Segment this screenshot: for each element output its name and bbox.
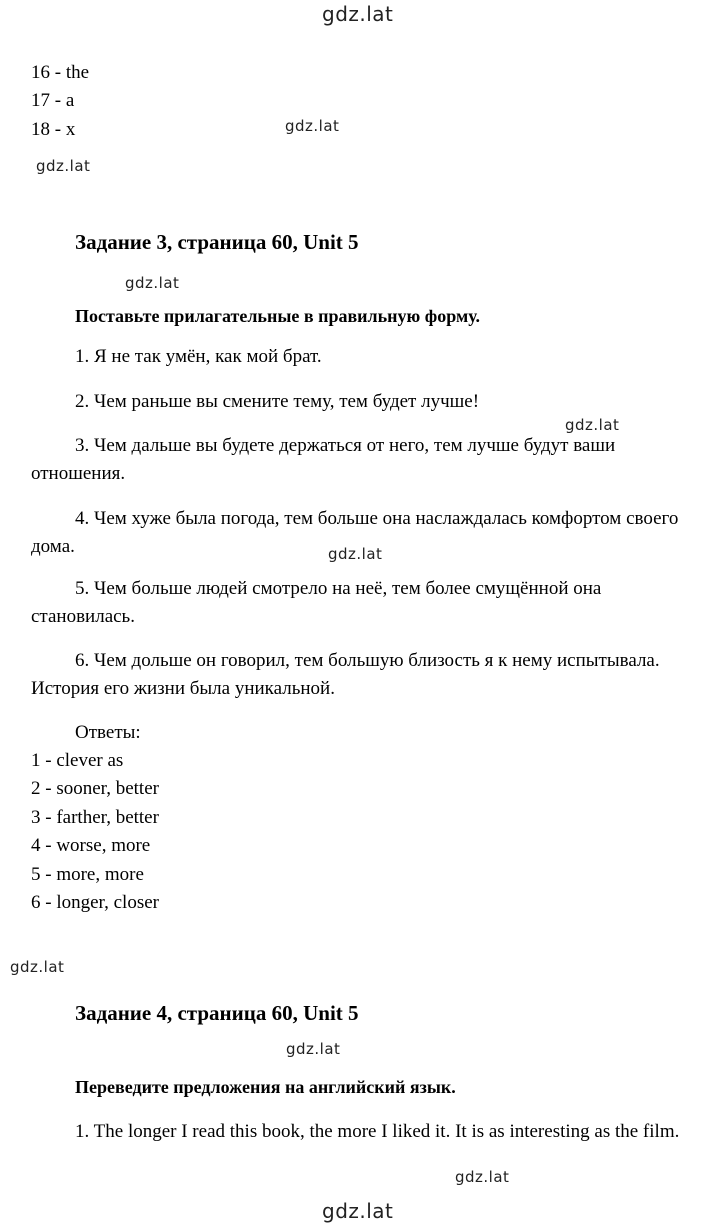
task-sentence: 3. Чем дальше вы будете держаться от него, тем лучше будут ваши отношения.: [31, 435, 616, 484]
watermark: gdz.lat: [328, 545, 383, 563]
task-title: Задание 4, страница 60, Unit 5: [75, 1001, 359, 1025]
watermark-bottom: gdz.lat: [322, 1199, 394, 1223]
watermark: gdz.lat: [10, 958, 65, 976]
answers-label: Ответы:: [75, 722, 141, 743]
answer-line: 1 - clever as: [31, 750, 124, 771]
task-instruction: Переведите предложения на английский язык.: [75, 1077, 456, 1097]
answer-line: 17 - a: [31, 90, 75, 111]
task-title: Задание 3, страница 60, Unit 5: [75, 230, 359, 254]
answer-line: 16 - the: [31, 62, 90, 83]
answer-line: 4 - worse, more: [31, 835, 151, 856]
task-sentence: 1. Я не так умён, как мой брат.: [75, 346, 322, 367]
answer-line: 2 - sooner, better: [31, 778, 159, 799]
watermark: gdz.lat: [125, 274, 180, 292]
task-sentence: 1. The longer I read this book, the more I liked it. It is as interesting as the film.: [75, 1121, 680, 1142]
task-sentence: 2. Чем раньше вы смените тему, тем будет лучше!: [75, 391, 480, 412]
watermark: gdz.lat: [286, 1040, 341, 1058]
watermark: gdz.lat: [455, 1168, 510, 1186]
watermark: gdz.lat: [285, 117, 340, 135]
watermark: gdz.lat: [565, 416, 620, 434]
answer-line: 3 - farther, better: [31, 807, 159, 828]
watermark-top: gdz.lat: [322, 2, 394, 26]
task-sentence: 4. Чем хуже была погода, тем больше она наслаждалась комфортом своего дома.: [31, 508, 679, 557]
answer-line: 6 - longer, closer: [31, 892, 159, 913]
task-instruction: Поставьте прилагательные в правильную форму.: [75, 306, 480, 326]
answer-line: 18 - x: [31, 119, 76, 140]
answer-line: 5 - more, more: [31, 864, 144, 885]
watermark: gdz.lat: [36, 157, 91, 175]
task-sentence: 5. Чем больше людей смотрело на неё, тем более смущённой она становилась.: [31, 578, 602, 627]
task-sentence: 6. Чем дольше он говорил, тем большую близость я к нему испытывала. История его жизни была уникальной.: [31, 650, 660, 699]
